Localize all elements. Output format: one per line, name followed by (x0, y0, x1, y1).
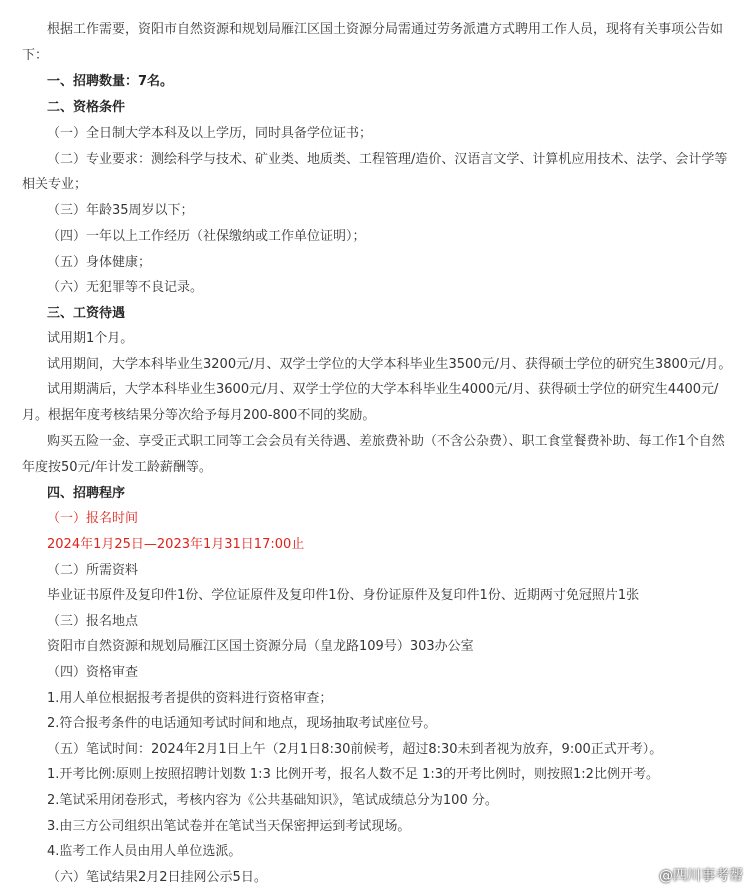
location-heading: （三）报名地点 (47, 614, 139, 629)
location-value: 资阳市自然资源和规划局雁江区国土资源分局（皇龙路109号）303办公室 (47, 639, 474, 654)
review-item: 1.用人单位根据报考者提供的资料进行资格审查； (47, 691, 333, 706)
materials-value: 毕业证书原件及复印件1份、学位证原件及复印件1份、身份证原件及复印件1份、近期两寸免冠照片1张 (47, 588, 640, 603)
exam-result-line: （六）笔试结果2月2日挂网公示5日。 (47, 870, 267, 885)
salary-paragraph: 试用期间，大学本科毕业生3200元/月、双学士学位的大学本科毕业生3500元/月、获得硕士学位的研究生3800元/月。 (47, 357, 732, 372)
weibo-logo-icon (631, 865, 655, 885)
section-heading-qualifications: 二、资格条件 (47, 100, 126, 115)
registration-time-value: 2024年1月25日—2023年1月31日17:00止 (47, 537, 305, 552)
qualification-item: （四）一年以上工作经历（社保缴纳或工作单位证明）； (47, 229, 366, 244)
qualification-item: （二）专业要求：测绘科学与技术、矿业类、地质类、工程管理/造价、汉语言文学、计算机应用技术、法学、会计学等 (47, 152, 728, 167)
qualification-item: （三）年龄35周岁以下； (47, 203, 194, 218)
exam-time-heading: （五）笔试时间：2024年2月1日上午（2月1日8:30前候考，超过8:30未到者视为放弃，9:00正式开考）。 (47, 742, 663, 757)
materials-heading: （二）所需资料 (47, 563, 139, 578)
salary-paragraph: 试用期满后，大学本科毕业生3600元/月、双学士学位的大学本科毕业生4000元/月、获得硕士学位的研究生4400元/ (47, 382, 719, 397)
salary-paragraph-cont: 月。根据年度考核结果分等次给予每月200-800不同的奖励。 (22, 408, 376, 423)
registration-time-heading: （一）报名时间 (47, 511, 139, 526)
section-heading-procedure: 四、招聘程序 (47, 486, 126, 501)
exam-item: 1.开考比例:原则上按照招聘计划数 1:3 比例开考，报名人数不足 1:3的开考比例时，则按照1:2比例开考。 (47, 767, 659, 782)
exam-item: 2.笔试采用闭卷形式，考核内容为《公共基础知识》，笔试成绩总分为100 分。 (47, 793, 498, 808)
qualification-item-cont: 相关专业； (22, 177, 88, 192)
paragraph-intro: 根据工作需要，资阳市自然资源和规划局雁江区国土资源分局需通过劳务派遣方式聘用工作人员，现将有关事项公告如 (47, 22, 724, 37)
benefits-paragraph-cont: 年度按50元/年计发工龄薪酬等。 (22, 460, 212, 475)
review-item: 2.符合报考条件的电话通知考试时间和地点，现场抽取考试座位号。 (47, 716, 437, 731)
paragraph-intro-cont: 下： (22, 48, 49, 63)
qualification-item: （五）身体健康； (47, 255, 152, 270)
section-heading-salary: 三、工资待遇 (47, 306, 126, 321)
watermark (631, 864, 743, 886)
salary-paragraph: 试用期1个月。 (47, 331, 134, 346)
qualification-item: （六）无犯罪等不良记录。 (47, 280, 204, 295)
exam-item: 4.监考工作人员由用人单位选派。 (47, 844, 242, 859)
review-heading: （四）资格审查 (47, 665, 139, 680)
qualification-item: （一）全日制大学本科及以上学历，同时具备学位证书； (47, 126, 373, 141)
exam-item: 3.由三方公司组织出笔试卷并在笔试当天保密押运到考试现场。 (47, 819, 411, 834)
watermark-text: @四川事考帮 (659, 868, 743, 884)
benefits-paragraph: 购买五险一金、享受正式职工同等工会会员有关待遇、差旅费补助（不含公杂费）、职工食堂餐费补助、每工作1个自然 (47, 434, 725, 449)
section-heading-quantity: 一、招聘数量：7名。 (47, 74, 174, 89)
